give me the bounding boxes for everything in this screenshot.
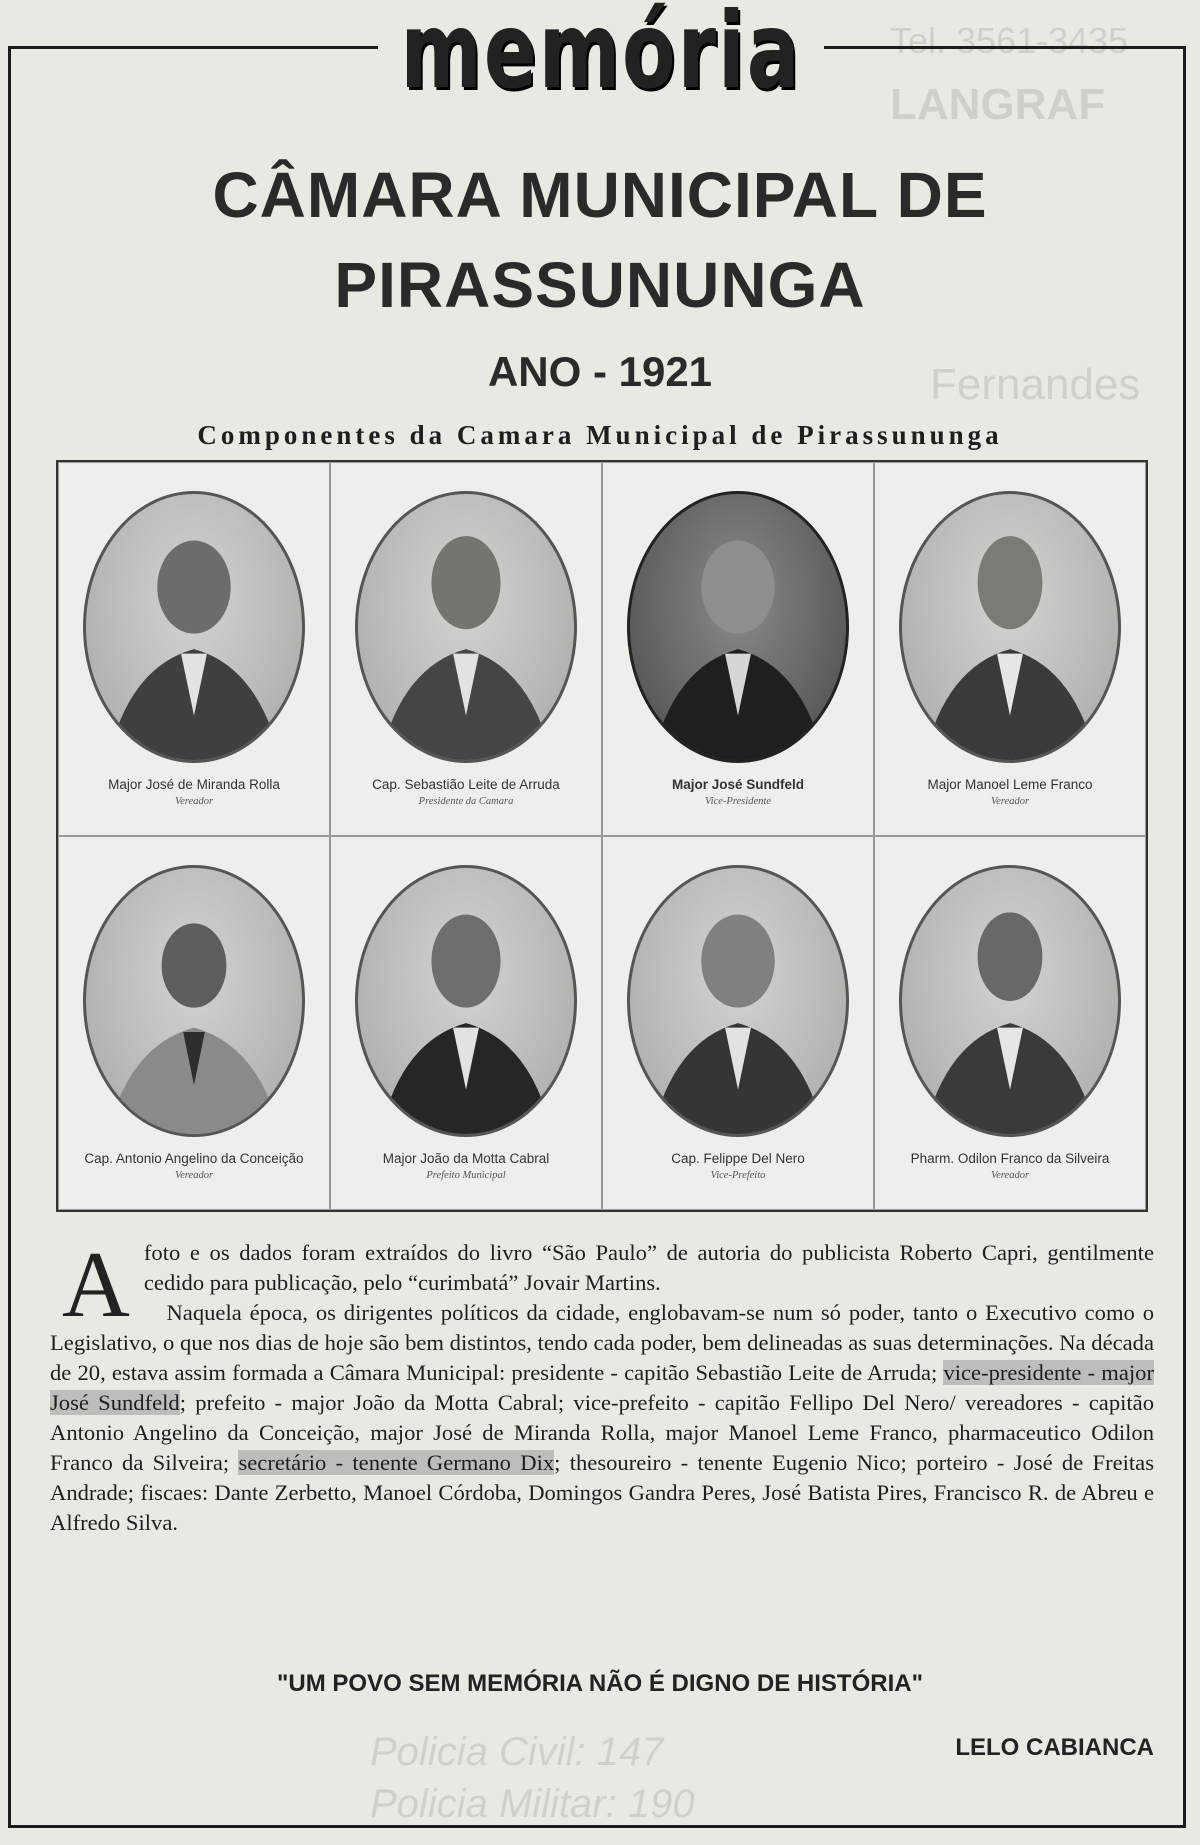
portrait-grid [56,460,1148,1212]
portrait-photo [627,491,849,763]
portrait-card [602,462,874,836]
member-role: Presidente da Camara [418,796,514,807]
member-role: Vereador [990,796,1030,807]
portrait-card [330,836,602,1210]
portrait-card [330,462,602,836]
highlighted-text: secretário - tenente Germano Dix [238,1450,555,1475]
page-title [60,150,1140,330]
article-text: ; prefeito - major João da Motta Cabral; vice-prefeito - capitão Fellipo Del Nero/ vereadores - capitão Antonio Angelino da Conceição, major José de Miranda Rolla, major Manoel Leme Franco, pharmaceutico Odilon Franco da Silveira; [50,1390,1154,1475]
title-line-2: PIRASSUNUNGA [334,249,866,321]
portrait-photo [83,865,305,1137]
title-line-1: CÂMARA MUNICIPAL DE [212,159,988,231]
member-role: Vereador [174,1170,214,1181]
bleed-text: Policia Militar: 190 [370,1782,695,1826]
member-role: Vice-Presidente [705,796,771,807]
portrait-photo [83,491,305,763]
portrait-photo [355,491,577,763]
article-text: Naquela época, os dirigentes políticos da cidade, englobavam-se num só poder, tanto o Executivo como o Legislativo, o que nos dias de hoje são bem distintos, tendo cada poder, bem delineadas as suas determinações. Na década de 20, estava assim formada a Câmara Municipal: presidente - capitão Sebastião Leite de Arruda; [50,1300,1154,1385]
portrait-card [874,462,1146,836]
masthead [378,0,824,113]
portrait-card [602,836,874,1210]
article-body [50,1233,1154,1538]
member-role: Vereador [174,796,214,807]
member-name: Major José Sundfeld [671,777,805,792]
member-name: Major João da Motta Cabral [382,1151,550,1166]
member-name: Cap. Felippe Del Nero [671,1151,805,1166]
article-paragraph-1: foto e os dados foram extraídos do livro “São Paulo” de autoria do publicista Roberto Capri, gentilmente cedido para publicação, pelo “curimbatá” Jovair Martins. [143,1240,1154,1295]
member-role: Vereador [990,1170,1030,1181]
member-name: Major José de Miranda Rolla [108,777,280,792]
portrait-photo [899,865,1121,1137]
drop-cap: A [62,1233,130,1337]
portrait-photo [899,491,1121,763]
portrait-photo [627,865,849,1137]
author-byline: LELO CABIANCA [955,1734,1154,1761]
member-name: Major Manoel Leme Franco [927,777,1093,792]
masthead-title: memória [400,0,802,113]
bleed-text: Fernandes [930,360,1141,409]
photo-caption: Componentes da Camara Municipal de Pirassununga [197,420,1003,450]
bleed-text: Tel. 3561-3435 [890,20,1129,61]
portrait-card [874,836,1146,1210]
member-role: Vice-Prefeito [710,1170,766,1181]
portrait-photo [355,865,577,1137]
member-name: Cap. Antonio Angelino da Conceição [84,1151,304,1166]
bleed-text: LANGRAF [890,80,1106,129]
article-paragraph-2 [50,1298,1154,1538]
motto: "UM POVO SEM MEMÓRIA NÃO É DIGNO DE HISTÓRIA" [277,1670,923,1697]
member-role: Prefeito Municipal [426,1170,506,1181]
portrait-card [58,836,330,1210]
highlighted-text: vice-presidente - major José Sundfeld [50,1360,1154,1415]
article-text: ; thesoureiro - tenente Eugenio Nico; porteiro - José de Freitas Andrade; fiscaes: Dante Zerbetto, Manoel Córdoba, Domingos Gandra Peres, José Batista Pires, Francisco R. de Abreu e Alfredo Silva. [50,1450,1154,1535]
year-heading: ANO - 1921 [487,348,713,395]
portrait-card [58,462,330,836]
bleed-text: Policia Civil: 147 [370,1730,664,1774]
member-name: Cap. Sebastião Leite de Arruda [372,777,560,792]
member-name: Pharm. Odilon Franco da Silveira [910,1151,1110,1166]
